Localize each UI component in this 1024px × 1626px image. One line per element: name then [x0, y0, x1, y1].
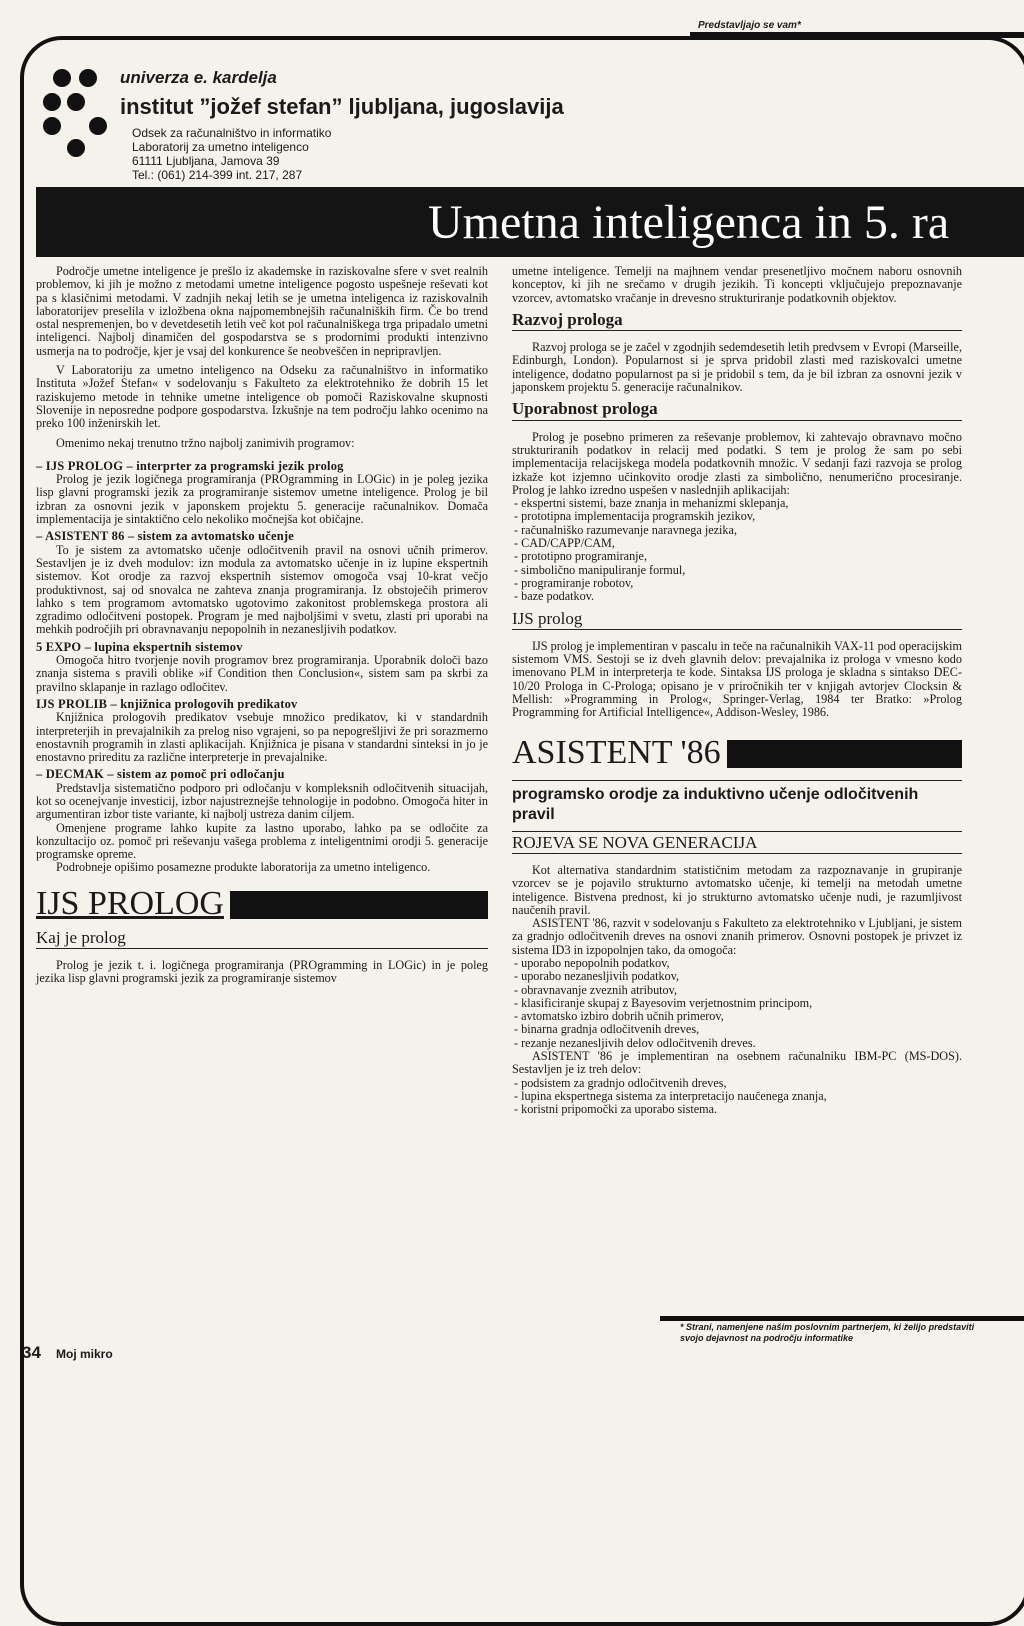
divider: [512, 420, 962, 421]
paragraph: Prolog je jezik t. i. logičnega programiranja (PROgramming in LOGic) in je poleg jezika lisp glavni programski jezik za programiranje sistemov: [36, 958, 488, 986]
subsection-heading: Razvoj prologa: [512, 309, 623, 329]
page-number: 34: [22, 1343, 41, 1362]
paragraph: Omenjene programe lahko kupite za lastno uporabo, lahko pa se odločite za konzultacijo oz. pomoč pri reševanju vašega problema z inteligentnimi orodji 5. generacije programske opreme.: [36, 820, 488, 862]
program-title: – DECMAK – sistem az pomoč pri odločanju: [36, 767, 285, 782]
paragraph: To je sistem za avtomatsko učenje odločitvenih pravil na osnovi učnih primerov. Sestavljen je iz dveh modulov: izn modula za avtomatsko učenje in iz lupine ekspertnih sistemov. Kot orodje za razvoj ekspertnih sistemov omogoča vsaj 10-krat večjo produktivnost, saj od snovalca ne zahteva znanja programiranja. Iz obstoječih primerov lahko s tem programom avtomatsko ugotovimo zakonitost problemskega prostora ali zgradimo odločitveni postopek. Program je med najboljšimi v svetu, zlasti pri uporabi na mehkih področjih pri obravnavanju nepopolnih in nezanesljivih podatkov.: [36, 542, 488, 637]
component-list: [512, 1077, 962, 1117]
section-heading-block: [36, 885, 488, 923]
application-list: [512, 497, 962, 603]
paragraph: ASISTENT '86, razvit v sodelovanju s Fakulteto za elektrotehniko v Ljubljani, je sistem za gradnjo odločitvenih dreves na osnovi znanih primerov. Osnovni postopek je privzet iz sistema ID3 in izpopolnjen tako, da omogoča:: [512, 916, 962, 957]
institute-logo: [40, 66, 110, 160]
paragraph: Omogoča hitro tvorjenje novih programov brez programiranja. Uporabnik določi bazo znanja sistema s pravili oblike »if Condition then Conclusion«, sistem sam pa skrbi za pravilno sklapanje in razlago odločitev.: [36, 653, 488, 694]
paragraph: ASISTENT '86 je implementiran na osebnem računalniku IBM-PC (MS-DOS). Sestavljen je iz treh delov:: [512, 1049, 962, 1077]
paragraph: IJS prolog je implementiran v pascalu in teče na računalnikih VAX-11 pod operacijskim sistemom VMS. Sestoji se iz dveh glavnih delov: prevajalnika iz prologa v vmesno kodo imenovano PLM in interpreterja te kode. Sintaksa IJS prologa je skladna s sintakso DEC-10/20 Prologa in C-Prologa; opisano je v priročnikih ter v knjigah avtorjev Clocksin & Mellish: »Programming in Prolog«, Springer-Verlag, 1984 ter Bratko: »Prolog Programming for Artificial Intelligence«, Addison-Wesley, 1986.: [512, 638, 962, 720]
divider: [512, 629, 962, 630]
divider: [512, 831, 962, 832]
institute-name: institut ”jožef stefan” ljubljana, jugoslavija: [120, 94, 564, 119]
program-title: IJS PROLIB – knjižnica prologovih predikatov: [36, 696, 298, 711]
list-item: - uporabo nezanesljivih podatkov,: [526, 970, 962, 983]
paragraph: Knjižnica prologovih predikatov vsebuje množico predikatov, ki v standardnih interpreterjih in prevajalnikih za prelog niso vgrajeni, so pa nepogrešljivi že pri sorazmerno enostavnih programih in zlasti aplikacijah. Knjižnica je pisana v standardni sinteksi in jo je enostavno prireditu za različne interpreterje in prevajalnike.: [36, 710, 488, 765]
title-banner: [36, 187, 1024, 257]
university-name: univerza e. kardelja: [120, 68, 277, 87]
subsection-heading: Uporabnost prologa: [512, 399, 658, 419]
list-item: - rezanje nezanesljivih delov odločitvenih dreves.: [526, 1037, 962, 1050]
footnote: * Strani, namenjene našim poslovnim partnerjem, ki želijo predstaviti svojo dejavnost na področju informatike: [680, 1322, 975, 1343]
address-line: 61111 Ljubljana, Jamova 39: [132, 154, 280, 168]
divider: [512, 330, 962, 331]
section-subtitle: programsko orodje za induktivno učenje odločitvenih pravil: [512, 785, 919, 823]
list-item: - ekspertni sistemi, baze znanja in mehanizmi sklepanja,: [526, 497, 962, 510]
section-heading-block: [512, 734, 962, 772]
list-item: - binarna gradnja odločitvenih dreves,: [526, 1023, 962, 1036]
footer-rule: [660, 1316, 1024, 1321]
program-title: – IJS PROLOG – interprter za programski jezik prolog: [36, 458, 344, 473]
list-item: - baze podatkov.: [526, 590, 962, 603]
banner-title: Umetna inteligenca in 5. ra: [428, 196, 950, 249]
paragraph: Prolog je jezik logičnega programiranja (PROgramming in LOGic) in je poleg jezika lisp glavni programski jezik za programiranje sistemov umetne inteligence. Prolog je bil izbran za osnovni jezik v japonskem projektu 5. generacije računalnikov. Domača implementacija je sintaktično celo nekoliko močnejša kot običajne.: [36, 472, 488, 527]
publication-name: Moj mikro: [56, 1347, 113, 1361]
list-item: - obravnavanje zveznih atributov,: [526, 984, 962, 997]
paragraph: Razvoj prologa se je začel v zgodnjih sedemdesetih letih predvsem v Evropi (Marseille, Edinburgh, London). Popularnost si je sprva pridobil zlasti med raziskovalci umetne inteligence, dodatno popularnost pa si je pridobil s tem, da je bil izbran za osnovni jezik v japonskem projektu 5. generacije računalnikov.: [512, 340, 962, 395]
list-item: - prototipna implementacija programskih jezikov,: [526, 510, 962, 523]
subsection-heading: ROJEVA SE NOVA GENERACIJA: [512, 832, 758, 852]
paragraph: Podrobneje opišimo posamezne produkte laboratorija za umetno inteligenco.: [56, 860, 431, 875]
section-tag: Predstavljajo se vam*: [698, 20, 801, 31]
list-item: - programiranje robotov,: [526, 577, 962, 590]
paragraph: V Laboratoriju za umetno inteligenco na Odseku za računalništvo in informatiko Instituta »Jožef Stefan« v sodelovanju s Fakulteto za elektrotehniko že dobrih 15 let raziskujemo metode in tehnike umetne inteligence ob pomoči Raziskovalne skupnosti Slovenije in neposredne podpore gospodarstva. Izkušnje na tem področju lahko ocenimo na preko 100 inženirskih let.: [36, 363, 488, 431]
subsection-heading: Kaj je prolog: [36, 927, 126, 947]
list-item: - uporabo nepopolnih podatkov,: [526, 957, 962, 970]
address-line: Laboratorij za umetno inteligenco: [132, 140, 309, 154]
subsection-heading: IJS prolog: [512, 608, 583, 628]
paragraph: Omenimo nekaj trenutno tržno najbolj zanimivih programov:: [56, 435, 355, 450]
list-item: - podsistem za gradnjo odločitvenih dreves,: [526, 1077, 962, 1090]
list-item: - prototipno programiranje,: [526, 550, 962, 563]
section-heading: ASISTENT '86: [512, 734, 727, 772]
list-item: - avtomatsko izbiro dobrih učnih primerov,: [526, 1010, 962, 1023]
section-heading: IJS PROLOG: [36, 885, 230, 923]
left-column: [36, 265, 488, 986]
paragraph: umetne inteligence. Temelji na majhnem vendar presenetljivo močnem naboru osnovnih konceptov, ki jih ne srečamo v drugih jezikih. Ti koncepti vključujejo prepoznavanje vzorcev, avtomatsko vračanje in drevesno strukturiranje podatkovnih objektov.: [512, 264, 962, 305]
divider: [512, 780, 962, 781]
list-item: - računalniško razumevanje naravnega jezika,: [526, 524, 962, 537]
program-title: 5 EXPO – lupina ekspertnih sistemov: [36, 639, 243, 654]
paragraph: Predstavlja sistematično podporo pri odločanju v kompleksnih odločitvenih situacijah, kot so ocenejvanje investicij, izbor najustreznejše tehnologije in podobno. Omogoča hiter in argumentiran izbor tiste variante, ki najbolj ustreza danim ciljem.: [36, 780, 488, 822]
program-title: – ASISTENT 86 – sistem za avtomatsko učenje: [36, 529, 295, 544]
list-item: - lupina ekspertnega sistema za interpretacijo naučenega znanja,: [526, 1090, 962, 1103]
list-item: - koristni pripomočki za uporabo sistema.: [526, 1103, 962, 1116]
paragraph: Področje umetne inteligence je prešlo iz akademske in raziskovalne sfere v svet realnih problemov, ki jih je možno z metodami umetne inteligence pogosto uspešneje reševati kot pa s klasičnimi metodami. V zadnjih nekaj letih se je umetna inteligenca iz raziskovalnih laboratorijev preselila v izložbena okna najpomembnejših računalniških firm. Če bo trend ostal nespremenjen, bo v devetdesetih letih več kot pol računalniškega trga pripadalo umetni inteligenci. Najbolj dinamičen del gospodarstva se s prodornimi produkti intenzivno usmerja na to področje, kjer je vsaj del konkurence še neobveščen in nepripravljen.: [36, 264, 488, 358]
list-item: - klasificiranje skupaj z Bayesovim verjetnostnim principom,: [526, 997, 962, 1010]
address-line: Odsek za računalništvo in informatiko: [132, 126, 332, 140]
paragraph: Prolog je posebno primeren za reševanje problemov, ki zahtevajo obravnavo močno strukturiranih podatkov in relacij med podatki. S tem je prolog že sam po sebi implementacija relacijskega modela podatkovnih množic. V sedanji fazi razvoja se prolog izkaže kot izjemno učinkovito orodje zlasti za simbolično, nenumerično procesiranje. Prolog je lahko izredno uspešen v naslednjih aplikacijah:: [512, 429, 962, 497]
paragraph: Kot alternativa standardnim statističnim metodam za razpoznavanje in grupiranje vzorcev se je pojavilo strukturno avtomatsko učenje, ki temelji na metodah umetne inteligence. Bistvena prednost, ki jo strukturno avtomatsko učenje nudi, je razumljivost naučenih pravil.: [512, 862, 962, 917]
divider: [36, 948, 488, 949]
list-item: - CAD/CAPP/CAM,: [526, 537, 962, 550]
list-item: - simbolično manipuliranje formul,: [526, 564, 962, 577]
address-line: Tel.: (061) 214-399 int. 217, 287: [132, 168, 303, 182]
divider: [512, 853, 962, 854]
right-column: [512, 265, 962, 1117]
feature-list: [512, 957, 962, 1050]
